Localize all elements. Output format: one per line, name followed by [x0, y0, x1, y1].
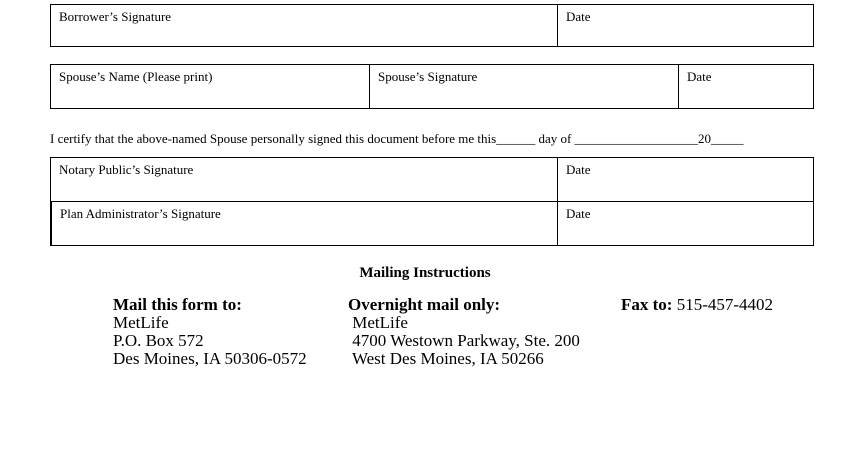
overnight-line-1: MetLife — [348, 313, 408, 332]
spouse-name-label: Spouse’s Name (Please print) — [59, 69, 213, 84]
plan-admin-date-field[interactable] — [557, 202, 813, 245]
fax-block — [621, 296, 773, 314]
mail-address-block — [113, 296, 307, 368]
borrower-date-field[interactable] — [557, 5, 813, 46]
notary-admin-table — [50, 157, 814, 246]
notary-date-field[interactable] — [557, 158, 813, 202]
spouse-row — [50, 64, 814, 109]
certification-statement: I certify that the above-named Spouse personally signed this document before me this______ day of ___________________20_____ — [50, 131, 744, 146]
spouse-signature-field[interactable] — [369, 65, 678, 108]
overnight-line-3: West Des Moines, IA 50266 — [348, 349, 544, 368]
fax-label: Fax to: — [621, 295, 673, 314]
borrower-signature-label: Borrower’s Signature — [59, 9, 172, 24]
plan-admin-date-label: Date — [566, 206, 591, 221]
mail-line-1: MetLife — [113, 313, 169, 332]
mail-heading: Mail this form to: — [113, 295, 242, 314]
notary-signature-field[interactable] — [51, 158, 557, 202]
borrower-signature-row — [50, 4, 814, 47]
overnight-heading: Overnight mail only: — [348, 295, 501, 314]
fax-number: 515-457-4402 — [676, 295, 774, 314]
spouse-name-field[interactable] — [51, 65, 369, 108]
mail-line-2: P.O. Box 572 — [113, 331, 204, 350]
borrower-date-label: Date — [566, 9, 591, 24]
notary-date-label: Date — [566, 162, 591, 177]
notary-signature-label: Notary Public’s Signature — [59, 162, 194, 177]
spouse-date-field[interactable] — [678, 65, 813, 108]
mail-line-3: Des Moines, IA 50306-0572 — [113, 349, 307, 368]
overnight-address-block — [348, 296, 580, 368]
spouse-signature-label: Spouse’s Signature — [378, 69, 478, 84]
borrower-signature-field[interactable] — [51, 5, 557, 46]
mailing-instructions-heading: Mailing Instructions — [359, 265, 491, 281]
spouse-date-label: Date — [687, 69, 712, 84]
overnight-line-2: 4700 Westown Parkway, Ste. 200 — [348, 331, 580, 350]
plan-admin-signature-field[interactable] — [51, 202, 557, 245]
plan-admin-signature-label: Plan Administrator’s Signature — [60, 206, 221, 221]
